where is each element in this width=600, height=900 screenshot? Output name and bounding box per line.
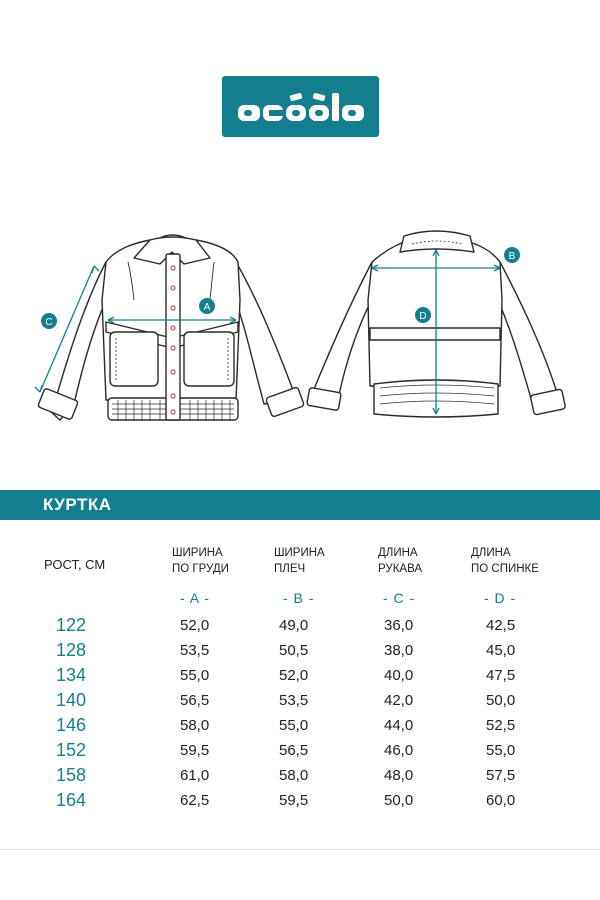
height-value: 122 xyxy=(56,615,87,635)
column-header-line1: ДЛИНА xyxy=(378,547,418,559)
sleeve-value: 46,0 xyxy=(384,742,414,759)
size-row xyxy=(0,613,600,638)
shoulders-value: 58,0 xyxy=(279,767,309,784)
brand-logo-wordmark xyxy=(236,87,366,127)
shoulders-value: 52,0 xyxy=(279,667,309,684)
shoulders-value: 49,0 xyxy=(279,617,309,634)
jacket-front-view xyxy=(38,235,305,420)
sleeve-value: 44,0 xyxy=(384,717,414,734)
chest-value: 61,0 xyxy=(180,767,210,784)
back-value: 52,5 xyxy=(486,717,516,734)
size-row xyxy=(0,763,600,788)
height-value: 140 xyxy=(56,690,87,710)
shoulders-value: 50,5 xyxy=(279,642,309,659)
marker-c xyxy=(41,313,57,329)
svg-text:D: D xyxy=(419,311,427,322)
back-value: 47,5 xyxy=(486,667,516,684)
back-value: 45,0 xyxy=(486,642,516,659)
sleeve-value: 36,0 xyxy=(384,617,414,634)
sleeve-value: 38,0 xyxy=(384,642,414,659)
shoulders-value: 55,0 xyxy=(279,717,309,734)
column-header-line2: РУКАВА xyxy=(378,563,423,575)
column-letter-d: - D - xyxy=(484,590,517,606)
chest-value: 58,0 xyxy=(180,717,210,734)
chest-value: 53,5 xyxy=(180,642,210,659)
sleeve-value: 48,0 xyxy=(384,767,414,784)
back-value: 60,0 xyxy=(486,792,516,809)
height-value: 128 xyxy=(56,640,87,660)
jacket-illustration xyxy=(0,200,600,440)
column-letter-c: - C - xyxy=(383,590,416,606)
height-value: 146 xyxy=(56,715,87,735)
back-value: 50,0 xyxy=(486,692,516,709)
column-header-back xyxy=(471,545,539,577)
svg-text:B: B xyxy=(508,251,516,262)
marker-b xyxy=(504,247,520,263)
chest-value: 59,5 xyxy=(180,742,210,759)
height-value: 134 xyxy=(56,665,87,685)
size-row xyxy=(0,638,600,663)
column-header-line1: ДЛИНА xyxy=(471,547,511,559)
product-title-bar: КУРТКА xyxy=(0,490,600,520)
column-header-line2: ПЛЕЧ xyxy=(274,563,306,575)
height-value: 152 xyxy=(56,740,87,760)
back-value: 42,5 xyxy=(486,617,516,634)
sleeve-value: 42,0 xyxy=(384,692,414,709)
size-row xyxy=(0,738,600,763)
chest-value: 62,5 xyxy=(180,792,210,809)
back-value: 57,5 xyxy=(486,767,516,784)
marker-d xyxy=(415,307,431,323)
chest-value: 55,0 xyxy=(180,667,210,684)
size-row xyxy=(0,663,600,688)
size-row xyxy=(0,788,600,813)
height-column-header: РОСТ, СМ xyxy=(44,557,106,572)
sleeve-value: 40,0 xyxy=(384,667,414,684)
back-value: 55,0 xyxy=(486,742,516,759)
column-header-line1: ШИРИНА xyxy=(172,547,223,559)
column-header-line2: ПО ГРУДИ xyxy=(172,563,229,575)
shoulders-value: 53,5 xyxy=(279,692,309,709)
height-value: 158 xyxy=(56,765,87,785)
column-header-sleeve xyxy=(378,545,422,577)
height-value: 164 xyxy=(56,790,87,810)
column-header-shoulders xyxy=(274,545,325,577)
column-header-chest xyxy=(172,545,229,577)
svg-text:A: A xyxy=(203,302,211,313)
column-header-line1: ШИРИНА xyxy=(274,547,325,559)
size-row xyxy=(0,688,600,713)
column-header-line2: ПО СПИНКЕ xyxy=(471,563,539,575)
sleeve-value: 50,0 xyxy=(384,792,414,809)
svg-text:C: C xyxy=(45,317,53,328)
bottom-divider xyxy=(0,849,600,850)
column-letter-b: - B - xyxy=(283,590,315,606)
size-row xyxy=(0,713,600,738)
shoulders-value: 56,5 xyxy=(279,742,309,759)
brand-logo xyxy=(222,76,379,137)
shoulders-value: 59,5 xyxy=(279,792,309,809)
chest-value: 52,0 xyxy=(180,617,210,634)
column-letter-a: - A - xyxy=(180,590,210,606)
marker-a xyxy=(199,298,215,314)
chest-value: 56,5 xyxy=(180,692,210,709)
